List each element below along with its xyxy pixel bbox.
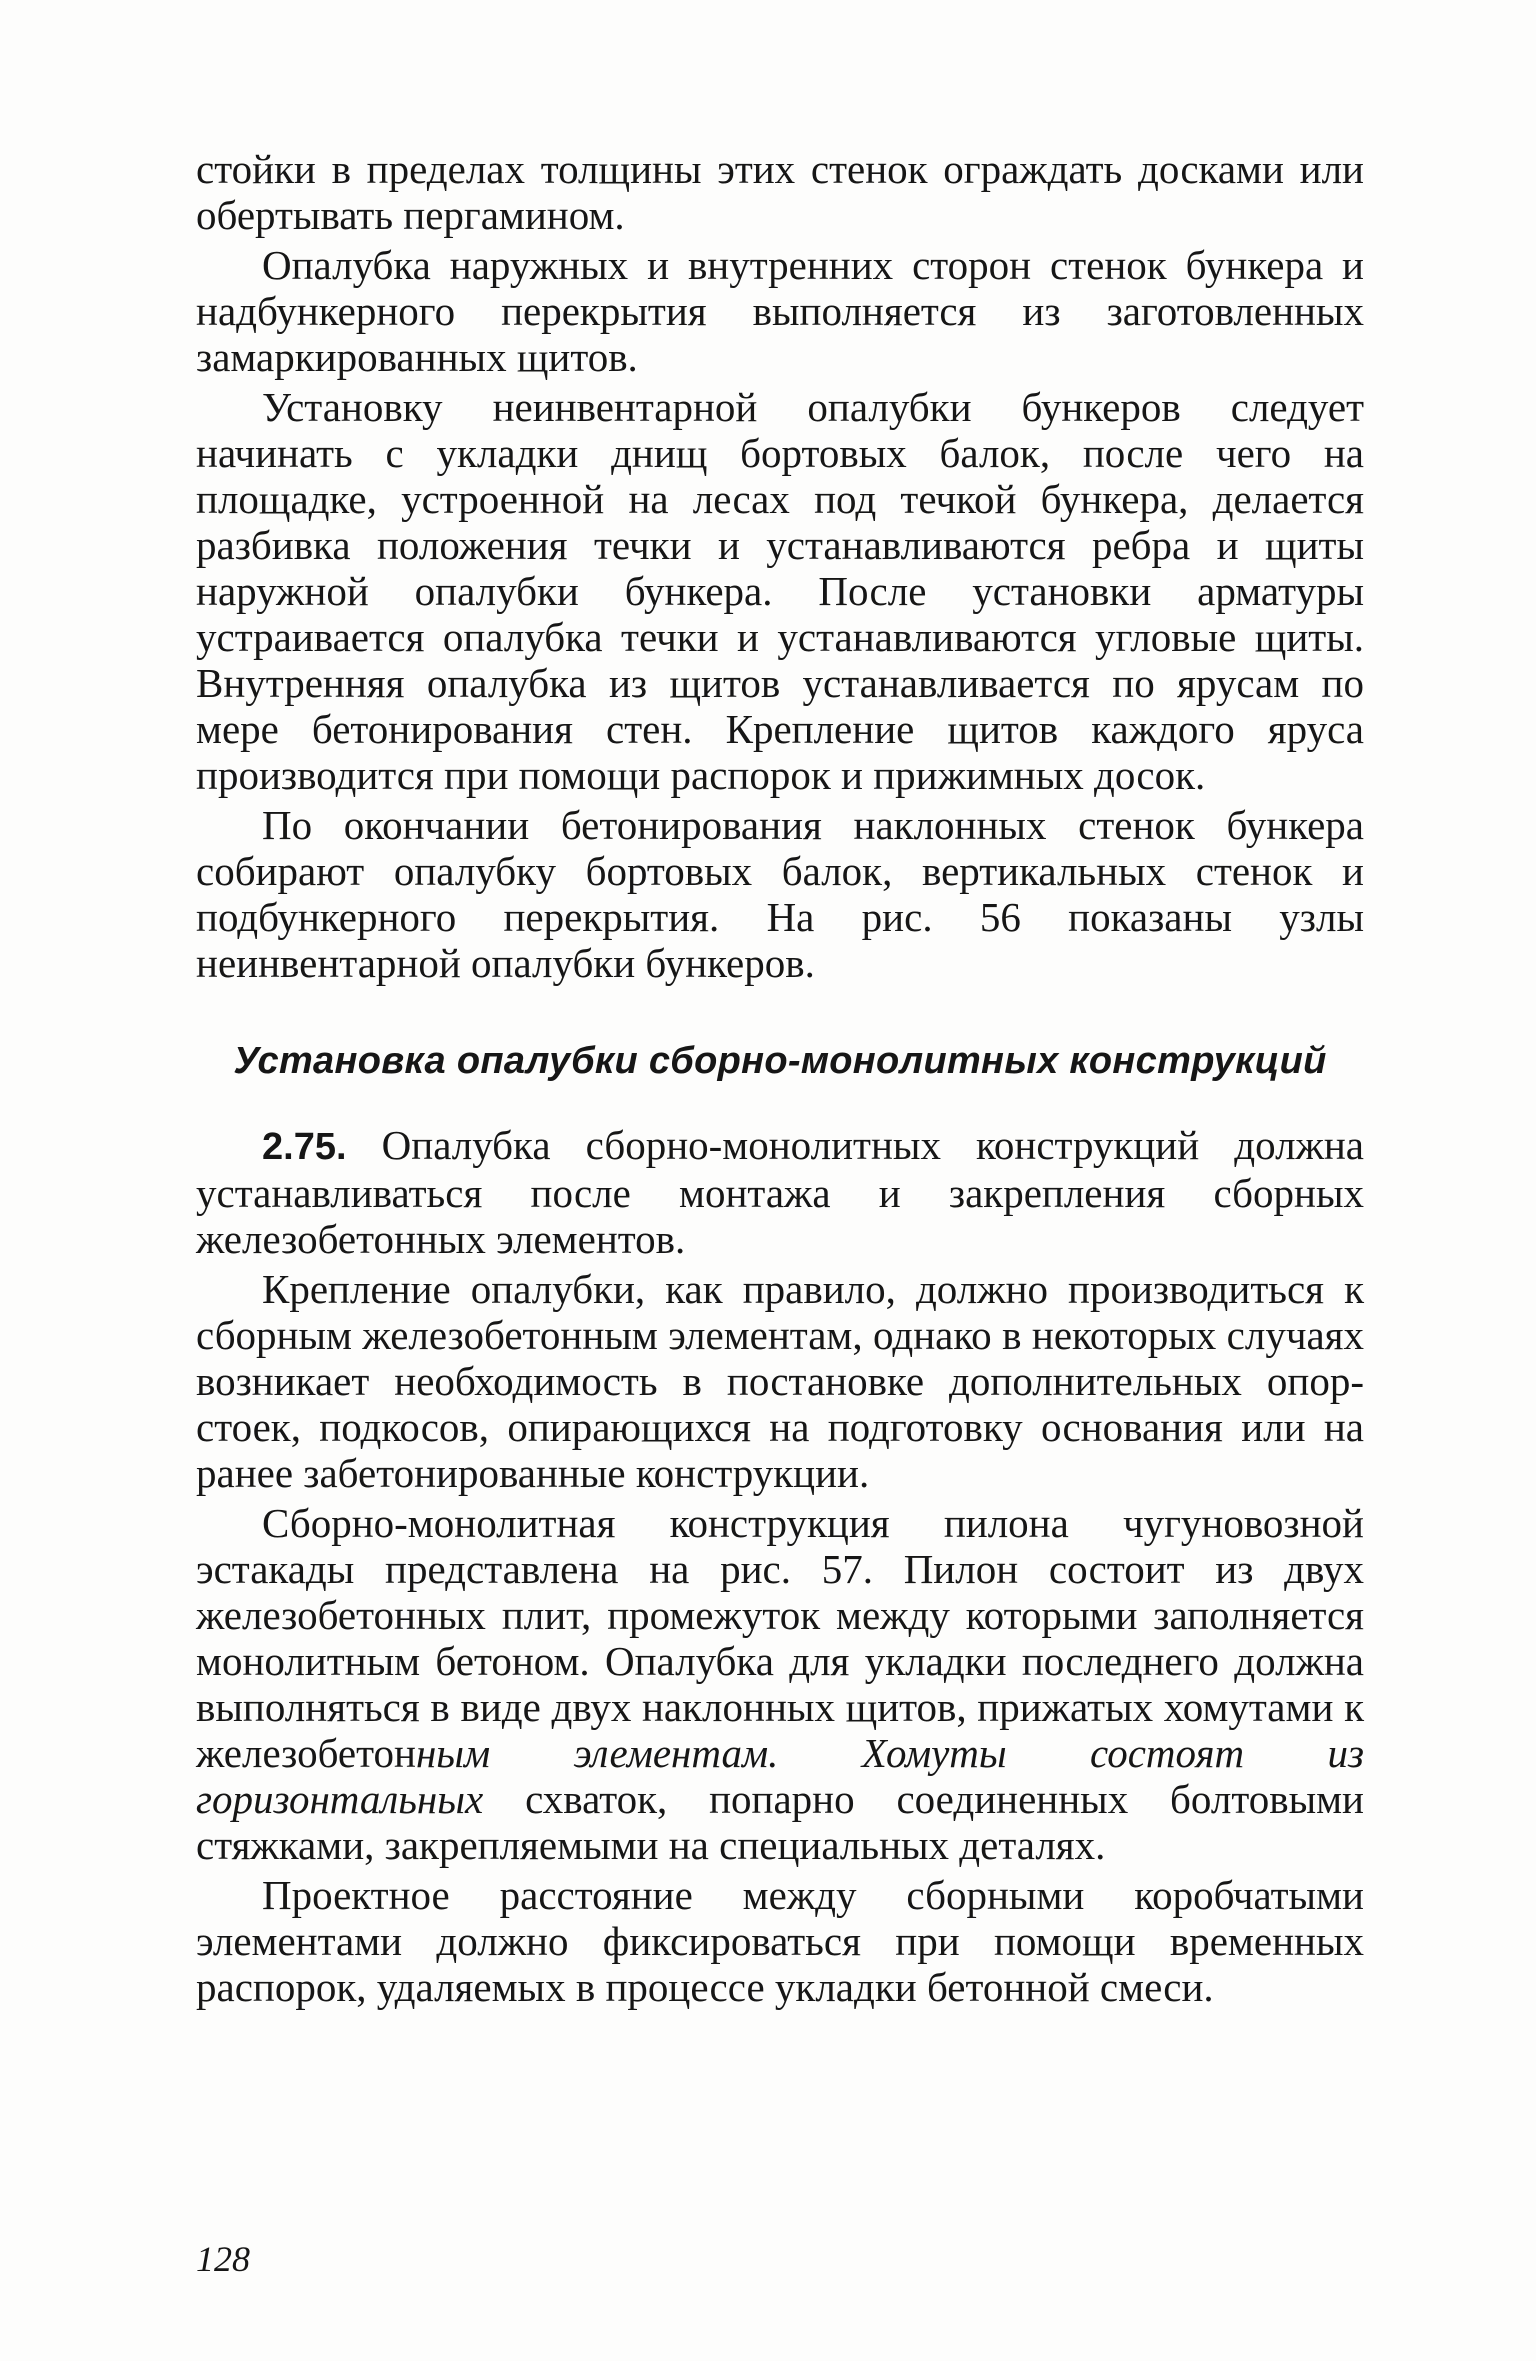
paragraph-pylon xyxy=(196,1500,1364,1868)
clause-2-75 xyxy=(196,1122,1364,1262)
pylon-text-normal: Сборно-монолитная конструкция пилона чугуновозной эстакады представлена на рис. 57. Пилон состоит из двух железобетонных плит, промежуток между которыми заполняется монолитным бетоном. Опалубка для укладки последнего должна выполняться в виде двух наклонных щитов, прижатых хомутами к железобетон xyxy=(196,1500,1364,1776)
pylon-text-italic: ным элементам. Хомуты состоят из горизонтальных xyxy=(196,1730,1364,1822)
paragraph-noninventory-install: Установку неинвентарной опалубки бункеров следует начинать с укладки днищ бортовых балок, после чего на площадке, устроенной на лесах под течкой бункера, делается разбивка положения течки и устанавливаются ребра и щиты наружной опалубки бункера. После установки арматуры устраивается опалубка течки и устанавливаются угловые щиты. Внутренняя опалубка из щитов устанавливается по ярусам по мере бетонирования стен. Крепление щитов каждого яруса производится при помощи распорок и прижимных досок. xyxy=(196,384,1364,798)
paragraph-after-concreting: По окончании бетонирования наклонных стенок бункера собирают опалубку бортовых балок, вертикальных стенок и подбункерного перекрытия. На рис. 56 показаны узлы неинвентарной опалубки бункеров. xyxy=(196,802,1364,986)
section-heading: Установка опалубки сборно-монолитных конструкций xyxy=(233,1040,1327,1082)
page-number: 128 xyxy=(196,2239,250,2279)
pylon-text-tail: схваток, попарно соединенных болтовыми стяжками, закрепляемыми на специальных деталях. xyxy=(196,1776,1364,1868)
paragraph-design-distance: Проектное расстояние между сборными коробчатыми элементами должно фиксироваться при помощи временных распорок, удаляемых в процессе укладки бетонной смеси. xyxy=(196,1872,1364,2010)
paragraph-continuation: стойки в пределах толщины этих стенок ограждать досками или обертывать пергамином. xyxy=(196,146,1364,238)
paragraph-fastening: Крепление опалубки, как правило, должно производиться к сборным железобетонным элементам, однако в некоторых случаях возникает необходимость в постановке дополнительных опор-стоек, подкосов, опирающихся на подготовку основания или на ранее забетонированные конструкции. xyxy=(196,1266,1364,1496)
paragraph-formwork-outer-inner: Опалубка наружных и внутренних сторон стенок бункера и надбункерного перекрытия выполняется из заготовленных замаркированных щитов. xyxy=(196,242,1364,380)
clause-number: 2.75. xyxy=(262,1126,347,1168)
body-text xyxy=(196,146,1364,2014)
clause-text: Опалубка сборно-монолитных конструкций должна устанавливаться после монтажа и закрепления сборных железобетонных элементов. xyxy=(196,1122,1364,1262)
